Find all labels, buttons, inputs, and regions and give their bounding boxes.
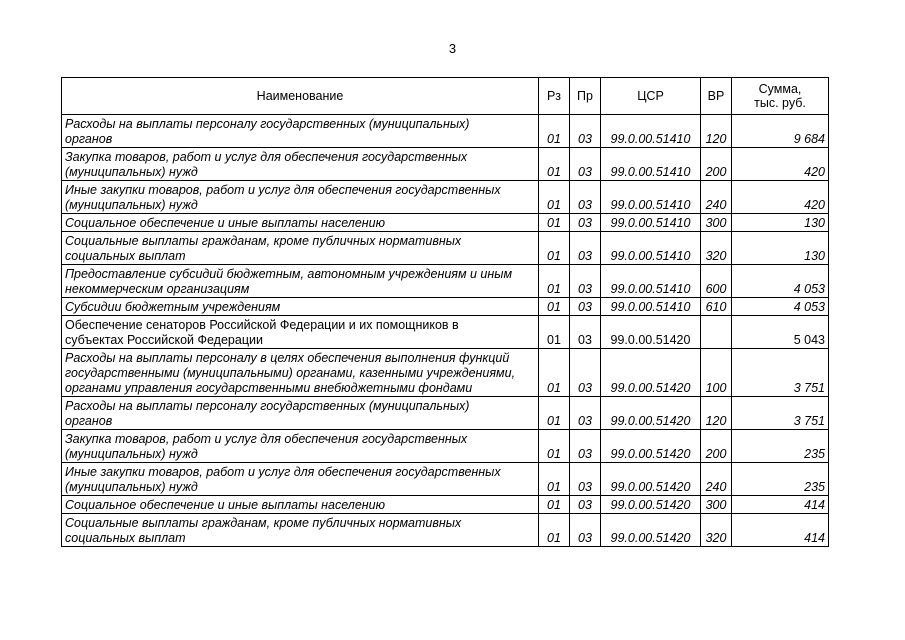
row-name-line: Социальные выплаты гражданам, кроме публичных нормативных (65, 516, 462, 530)
row-sum: 3 751 (732, 397, 829, 430)
row-name-line: (муниципальных) нужд (65, 447, 198, 461)
row-name (62, 496, 539, 514)
row-pr: 03 (570, 514, 601, 547)
row-vr: 610 (701, 298, 732, 316)
row-vr: 200 (701, 148, 732, 181)
row-pr: 03 (570, 496, 601, 514)
row-csr: 99.0.00.51420 (601, 397, 701, 430)
row-pr: 03 (570, 298, 601, 316)
row-name (62, 514, 539, 547)
row-csr: 99.0.00.51420 (601, 349, 701, 397)
row-name-line: государственными (муниципальными) органами, казенными учреждениями, (65, 366, 516, 380)
row-pr: 03 (570, 115, 601, 148)
row-sum: 130 (732, 214, 829, 232)
row-name-line: (муниципальных) нужд (65, 165, 198, 179)
row-pr: 03 (570, 349, 601, 397)
row-pr: 03 (570, 463, 601, 496)
row-sum: 4 053 (732, 265, 829, 298)
row-name-line: Субсидии бюджетным учреждениям (65, 300, 281, 314)
row-csr: 99.0.00.51420 (601, 514, 701, 547)
row-name-line: Расходы на выплаты персоналу государственных (муниципальных) (65, 399, 470, 413)
table-row (62, 232, 829, 265)
row-sum: 3 751 (732, 349, 829, 397)
row-vr: 120 (701, 397, 732, 430)
table-row (62, 148, 829, 181)
row-csr: 99.0.00.51410 (601, 148, 701, 181)
row-sum: 414 (732, 514, 829, 547)
header-sum-line1: Сумма, (758, 82, 802, 96)
row-sum: 5 043 (732, 316, 829, 349)
row-name (62, 214, 539, 232)
row-name (62, 298, 539, 316)
row-name-line: Расходы на выплаты персоналу государственных (муниципальных) (65, 117, 470, 131)
row-name-line: Иные закупки товаров, работ и услуг для обеспечения государственных (65, 465, 501, 479)
row-rz: 01 (539, 148, 570, 181)
row-csr: 99.0.00.51410 (601, 214, 701, 232)
row-name (62, 349, 539, 397)
row-pr: 03 (570, 214, 601, 232)
row-name-line: некоммерческим организациям (65, 282, 250, 296)
row-name-line: Социальные выплаты гражданам, кроме публичных нормативных (65, 234, 462, 248)
row-rz: 01 (539, 463, 570, 496)
row-name-line: субъектах Российской Федерации (65, 333, 263, 347)
row-name (62, 148, 539, 181)
header-sum-line2: тыс. руб. (754, 96, 806, 110)
row-csr: 99.0.00.51410 (601, 181, 701, 214)
page-number: 3 (448, 41, 457, 56)
table-row (62, 397, 829, 430)
row-name (62, 430, 539, 463)
row-csr: 99.0.00.51420 (601, 316, 701, 349)
row-name-line: социальных выплат (65, 249, 186, 263)
row-pr: 03 (570, 397, 601, 430)
row-csr: 99.0.00.51420 (601, 463, 701, 496)
row-pr: 03 (570, 265, 601, 298)
row-sum: 235 (732, 430, 829, 463)
row-name (62, 181, 539, 214)
header-rz: Рз (539, 78, 570, 115)
row-sum: 420 (732, 181, 829, 214)
row-pr: 03 (570, 316, 601, 349)
table-row (62, 349, 829, 397)
row-rz: 01 (539, 496, 570, 514)
row-name (62, 232, 539, 265)
table-row (62, 430, 829, 463)
table-row (62, 214, 829, 232)
table-row (62, 265, 829, 298)
row-vr: 240 (701, 463, 732, 496)
row-pr: 03 (570, 430, 601, 463)
row-name (62, 115, 539, 148)
row-rz: 01 (539, 181, 570, 214)
row-name-line: Иные закупки товаров, работ и услуг для обеспечения государственных (65, 183, 501, 197)
row-rz: 01 (539, 430, 570, 463)
row-sum: 235 (732, 463, 829, 496)
row-rz: 01 (539, 349, 570, 397)
row-pr: 03 (570, 181, 601, 214)
row-vr: 100 (701, 349, 732, 397)
row-name (62, 397, 539, 430)
table-row (62, 316, 829, 349)
row-vr: 120 (701, 115, 732, 148)
row-name-line: Предоставление субсидий бюджетным, автономным учреждениям и иным (65, 267, 513, 281)
row-name (62, 265, 539, 298)
row-vr: 320 (701, 232, 732, 265)
table-row (62, 298, 829, 316)
header-name: Наименование (62, 78, 539, 115)
header-csr: ЦСР (601, 78, 701, 115)
row-rz: 01 (539, 214, 570, 232)
row-rz: 01 (539, 298, 570, 316)
row-vr: 200 (701, 430, 732, 463)
row-sum: 4 053 (732, 298, 829, 316)
row-rz: 01 (539, 115, 570, 148)
row-sum: 130 (732, 232, 829, 265)
header-pr: Пр (570, 78, 601, 115)
row-rz: 01 (539, 397, 570, 430)
row-name-line: органов (65, 132, 113, 146)
row-rz: 01 (539, 514, 570, 547)
row-csr: 99.0.00.51410 (601, 265, 701, 298)
row-csr: 99.0.00.51410 (601, 115, 701, 148)
row-name-line: Социальное обеспечение и иные выплаты населению (65, 216, 386, 230)
row-name-line: Расходы на выплаты персоналу в целях обеспечения выполнения функций (65, 351, 510, 365)
row-pr: 03 (570, 232, 601, 265)
row-sum: 414 (732, 496, 829, 514)
row-name-line: органов (65, 414, 113, 428)
row-name-line: Социальное обеспечение и иные выплаты населению (65, 498, 386, 512)
budget-table (61, 77, 829, 547)
row-name-line: Закупка товаров, работ и услуг для обеспечения государственных (65, 432, 468, 446)
row-pr: 03 (570, 148, 601, 181)
header-vr: ВР (701, 78, 732, 115)
row-name (62, 316, 539, 349)
row-vr: 300 (701, 496, 732, 514)
row-rz: 01 (539, 265, 570, 298)
row-name-line: Обеспечение сенаторов Российской Федерации и их помощников в (65, 318, 459, 332)
table-row (62, 115, 829, 148)
row-csr: 99.0.00.51420 (601, 430, 701, 463)
table-row (62, 496, 829, 514)
row-name-line: (муниципальных) нужд (65, 480, 198, 494)
row-sum: 9 684 (732, 115, 829, 148)
row-name-line: социальных выплат (65, 531, 186, 545)
header-sum (732, 78, 829, 115)
row-name (62, 463, 539, 496)
row-rz: 01 (539, 232, 570, 265)
row-vr: 300 (701, 214, 732, 232)
row-rz: 01 (539, 316, 570, 349)
row-csr: 99.0.00.51410 (601, 232, 701, 265)
row-name-line: органами управления государственными внебюджетными фондами (65, 381, 473, 395)
row-csr: 99.0.00.51420 (601, 496, 701, 514)
table-row (62, 463, 829, 496)
row-vr: 600 (701, 265, 732, 298)
row-sum: 420 (732, 148, 829, 181)
row-vr: 240 (701, 181, 732, 214)
row-vr (701, 316, 732, 349)
table-row (62, 181, 829, 214)
table-header-row (62, 78, 829, 115)
row-name-line: Закупка товаров, работ и услуг для обеспечения государственных (65, 150, 468, 164)
table-row (62, 514, 829, 547)
row-vr: 320 (701, 514, 732, 547)
row-name-line: (муниципальных) нужд (65, 198, 198, 212)
row-csr: 99.0.00.51410 (601, 298, 701, 316)
